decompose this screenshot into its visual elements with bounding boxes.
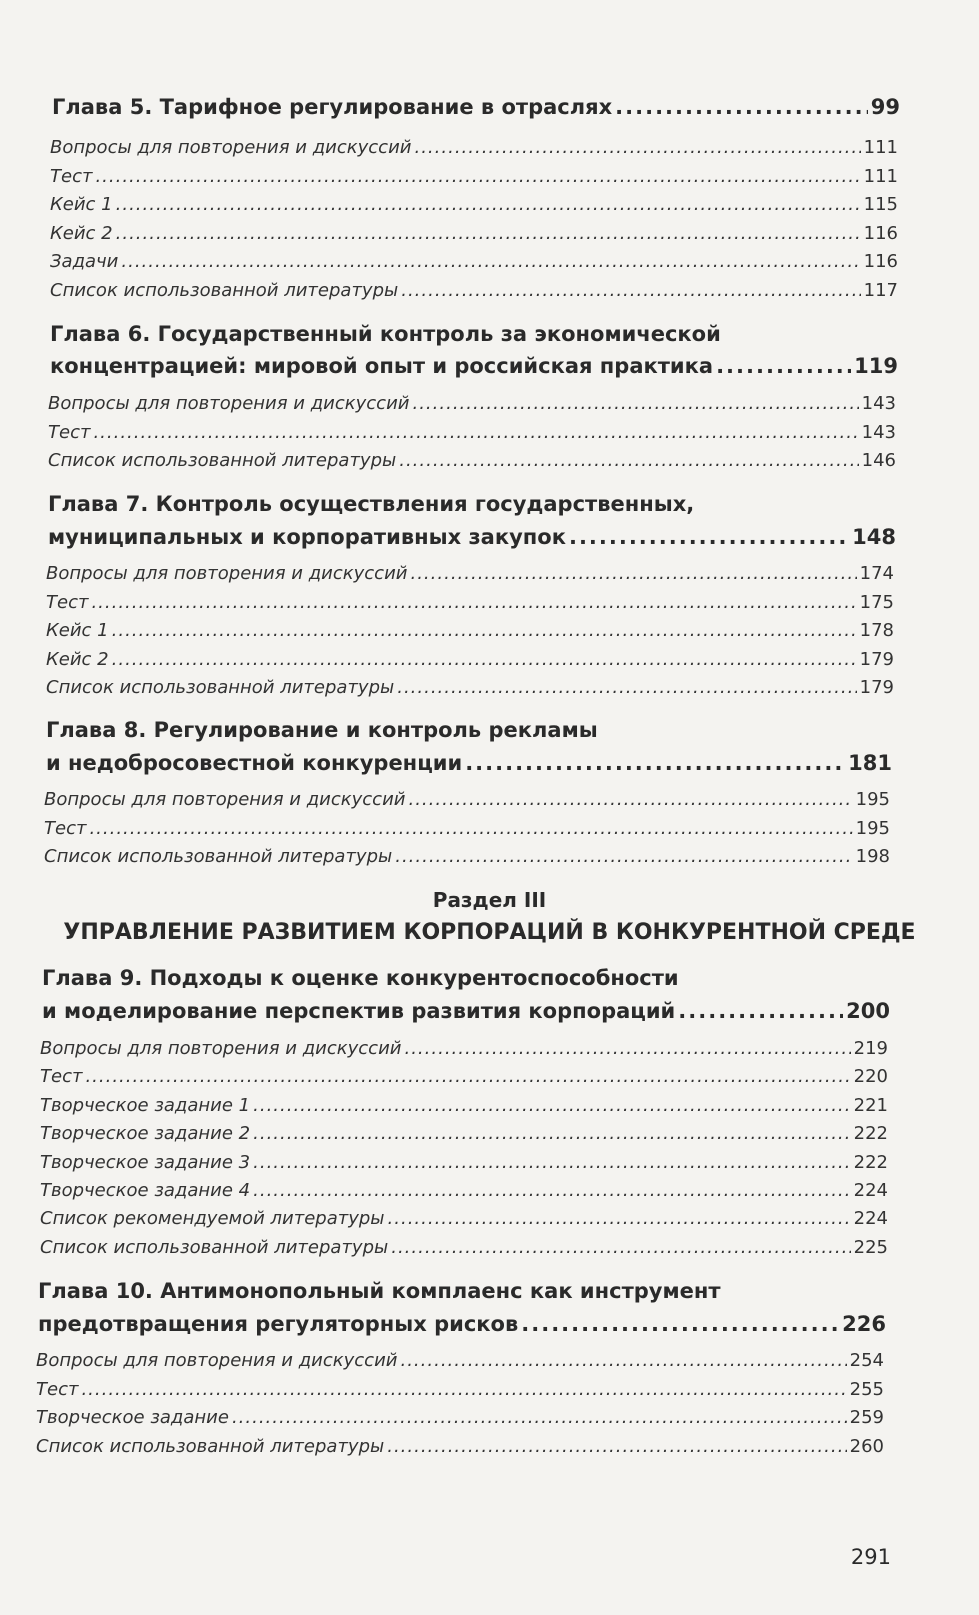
toc-item[interactable] xyxy=(40,1180,888,1201)
chapter-page: 148 xyxy=(852,525,896,549)
toc-item-label: Задачи xyxy=(50,251,119,272)
toc-item[interactable] xyxy=(36,1407,884,1428)
chapter-heading-line: Глава 6. Государственный контроль за экономической xyxy=(50,322,721,346)
toc-item-page: 222 xyxy=(853,1152,888,1173)
toc-item[interactable] xyxy=(40,1152,888,1173)
dot-leader xyxy=(716,354,851,378)
toc-item-label: Кейс 2 xyxy=(50,223,113,244)
chapter-entry[interactable] xyxy=(42,999,890,1023)
chapter-title: предотвращения регуляторных рисков xyxy=(38,1312,519,1336)
toc-item-page: 179 xyxy=(859,649,894,670)
chapter-page: 99 xyxy=(870,95,900,119)
toc-item-page: 116 xyxy=(863,223,898,244)
toc-item-page: 146 xyxy=(861,450,896,471)
dot-leader xyxy=(404,1038,850,1059)
dot-leader xyxy=(412,393,858,414)
toc-item[interactable] xyxy=(48,450,896,471)
toc-item-label: Кейс 2 xyxy=(46,649,109,670)
chapter-heading-line: Глава 7. Контроль осуществления государственных, xyxy=(48,492,695,516)
dot-leader xyxy=(112,620,857,641)
chapter-heading-line: Глава 9. Подходы к оценке конкурентоспособности xyxy=(42,966,679,990)
toc-item-page: 222 xyxy=(853,1123,888,1144)
toc-item-label: Кейс 1 xyxy=(50,194,113,215)
dot-leader xyxy=(414,137,860,158)
toc-item-page: 116 xyxy=(863,251,898,272)
toc-item[interactable] xyxy=(40,1095,888,1116)
toc-item-page: 174 xyxy=(859,563,894,584)
toc-item[interactable] xyxy=(46,649,894,670)
dot-leader xyxy=(95,166,860,187)
toc-item[interactable] xyxy=(46,620,894,641)
toc-item-page: 143 xyxy=(861,393,896,414)
section-label: Раздел III xyxy=(432,888,547,912)
toc-item-label: Вопросы для повторения и дискуссий xyxy=(46,563,408,584)
toc-item-label: Список использованной литературы xyxy=(46,677,395,698)
toc-item-page: 175 xyxy=(859,592,894,613)
toc-item-label: Список использованной литературы xyxy=(44,846,393,867)
toc-item-label: Тест xyxy=(46,592,89,613)
chapter-page: 119 xyxy=(854,354,898,378)
dot-leader xyxy=(391,1237,850,1258)
dot-leader xyxy=(569,525,849,549)
toc-item-label: Творческое задание xyxy=(36,1407,229,1428)
toc-item[interactable] xyxy=(50,194,898,215)
dot-leader xyxy=(121,251,860,272)
toc-item[interactable] xyxy=(50,251,898,272)
toc-item-page: 115 xyxy=(863,194,898,215)
toc-item-page: 224 xyxy=(853,1208,888,1229)
toc-item-page: 259 xyxy=(849,1407,884,1428)
dot-leader xyxy=(678,999,843,1023)
chapter-title: концентрацией: мировой опыт и российская практика xyxy=(50,354,714,378)
toc-item-label: Тест xyxy=(40,1066,83,1087)
toc-item-label: Список рекомендуемой литературы xyxy=(40,1208,385,1229)
chapter-entry[interactable] xyxy=(50,354,898,378)
dot-leader xyxy=(253,1180,851,1201)
toc-item[interactable] xyxy=(44,789,890,810)
toc-item-label: Творческое задание 3 xyxy=(40,1152,251,1173)
dot-leader xyxy=(253,1123,851,1144)
chapter-page: 226 xyxy=(842,1312,886,1336)
toc-item-label: Тест xyxy=(50,166,93,187)
toc-item-page: 220 xyxy=(853,1066,888,1087)
toc-item[interactable] xyxy=(40,1208,888,1229)
chapter-page: 181 xyxy=(848,751,892,775)
toc-item-page: 221 xyxy=(853,1095,888,1116)
toc-item-page: 179 xyxy=(859,677,894,698)
toc-item[interactable] xyxy=(36,1350,884,1371)
toc-item[interactable] xyxy=(48,422,896,443)
dot-leader xyxy=(465,751,845,775)
section-title: УПРАВЛЕНИЕ РАЗВИТИЕМ КОРПОРАЦИЙ В КОНКУРЕНТНОЙ СРЕДЕ xyxy=(63,920,916,945)
chapter-title: Глава 5. Тарифное регулирование в отраслях xyxy=(52,95,613,119)
dot-leader xyxy=(401,280,860,301)
toc-item[interactable] xyxy=(50,280,898,301)
dot-leader xyxy=(400,1350,846,1371)
chapter-entry[interactable] xyxy=(48,525,896,549)
chapter-title: и моделирование перспектив развития корпораций xyxy=(42,999,676,1023)
toc-item-page: 255 xyxy=(849,1379,884,1400)
dot-leader xyxy=(91,592,856,613)
chapter-title: и недобросовестной конкуренции xyxy=(46,751,463,775)
dot-leader xyxy=(89,818,852,839)
dot-leader xyxy=(93,422,858,443)
toc-item[interactable] xyxy=(40,1038,888,1059)
dot-leader xyxy=(116,223,861,244)
toc-item-page: 143 xyxy=(861,422,896,443)
toc-item-label: Тест xyxy=(44,818,87,839)
chapter-page: 200 xyxy=(846,999,890,1023)
dot-leader xyxy=(388,1208,851,1229)
chapter-entry[interactable] xyxy=(46,751,892,775)
toc-item-page: 219 xyxy=(853,1038,888,1059)
toc-item[interactable] xyxy=(44,818,890,839)
toc-item[interactable] xyxy=(36,1436,884,1457)
chapter-entry[interactable] xyxy=(38,1312,886,1336)
toc-item[interactable] xyxy=(40,1066,888,1087)
toc-item-label: Список использованной литературы xyxy=(48,450,397,471)
dot-leader xyxy=(116,194,861,215)
toc-item[interactable] xyxy=(40,1123,888,1144)
toc-item-page: 198 xyxy=(855,846,890,867)
toc-item-label: Вопросы для повторения и дискуссий xyxy=(44,789,406,810)
page-number: 291 xyxy=(850,1545,891,1569)
toc-item-page: 224 xyxy=(853,1180,888,1201)
toc-item-page: 195 xyxy=(855,789,890,810)
dot-leader xyxy=(85,1066,850,1087)
chapter-title: муниципальных и корпоративных закупок xyxy=(48,525,566,549)
dot-leader xyxy=(387,1436,846,1457)
dot-leader xyxy=(112,649,857,670)
toc-item[interactable] xyxy=(50,137,898,158)
toc-item[interactable] xyxy=(46,563,894,584)
toc-item[interactable] xyxy=(44,846,890,867)
toc-item[interactable] xyxy=(36,1379,884,1400)
toc-item-label: Творческое задание 1 xyxy=(40,1095,251,1116)
dot-leader xyxy=(521,1312,839,1336)
toc-item-page: 117 xyxy=(863,280,898,301)
toc-item-label: Вопросы для повторения и дискуссий xyxy=(36,1350,398,1371)
toc-item[interactable] xyxy=(46,677,894,698)
toc-item-label: Тест xyxy=(48,422,91,443)
dot-leader xyxy=(397,677,856,698)
toc-item-label: Творческое задание 2 xyxy=(40,1123,251,1144)
dot-leader xyxy=(253,1152,851,1173)
toc-item-page: 260 xyxy=(849,1436,884,1457)
toc-item-label: Список использованной литературы xyxy=(36,1436,385,1457)
toc-item[interactable] xyxy=(50,223,898,244)
toc-item[interactable] xyxy=(50,166,898,187)
toc-item-page: 195 xyxy=(855,818,890,839)
dot-leader xyxy=(615,95,868,119)
dot-leader xyxy=(395,846,852,867)
toc-item-label: Список использованной литературы xyxy=(50,280,399,301)
dot-leader xyxy=(399,450,858,471)
dot-leader xyxy=(232,1407,847,1428)
toc-item-page: 225 xyxy=(853,1237,888,1258)
toc-item[interactable] xyxy=(46,592,894,613)
toc-item-page: 254 xyxy=(849,1350,884,1371)
toc-item-label: Вопросы для повторения и дискуссий xyxy=(50,137,412,158)
toc-item-label: Творческое задание 4 xyxy=(40,1180,251,1201)
dot-leader xyxy=(81,1379,846,1400)
dot-leader xyxy=(408,789,852,810)
toc-item-label: Тест xyxy=(36,1379,79,1400)
chapter-heading-line: Глава 10. Антимонопольный комплаенс как инструмент xyxy=(38,1279,721,1303)
toc-item-page: 111 xyxy=(863,137,898,158)
toc-item-page: 111 xyxy=(863,166,898,187)
toc-item-label: Вопросы для повторения и дискуссий xyxy=(40,1038,402,1059)
toc-item-label: Список использованной литературы xyxy=(40,1237,389,1258)
toc-item[interactable] xyxy=(48,393,896,414)
toc-item-label: Кейс 1 xyxy=(46,620,109,641)
dot-leader xyxy=(410,563,856,584)
dot-leader xyxy=(253,1095,851,1116)
chapter-heading-line: Глава 8. Регулирование и контроль рекламы xyxy=(46,718,598,742)
chapter-entry[interactable] xyxy=(52,95,900,119)
toc-item-label: Вопросы для повторения и дискуссий xyxy=(48,393,410,414)
toc-item[interactable] xyxy=(40,1237,888,1258)
toc-item-page: 178 xyxy=(859,620,894,641)
